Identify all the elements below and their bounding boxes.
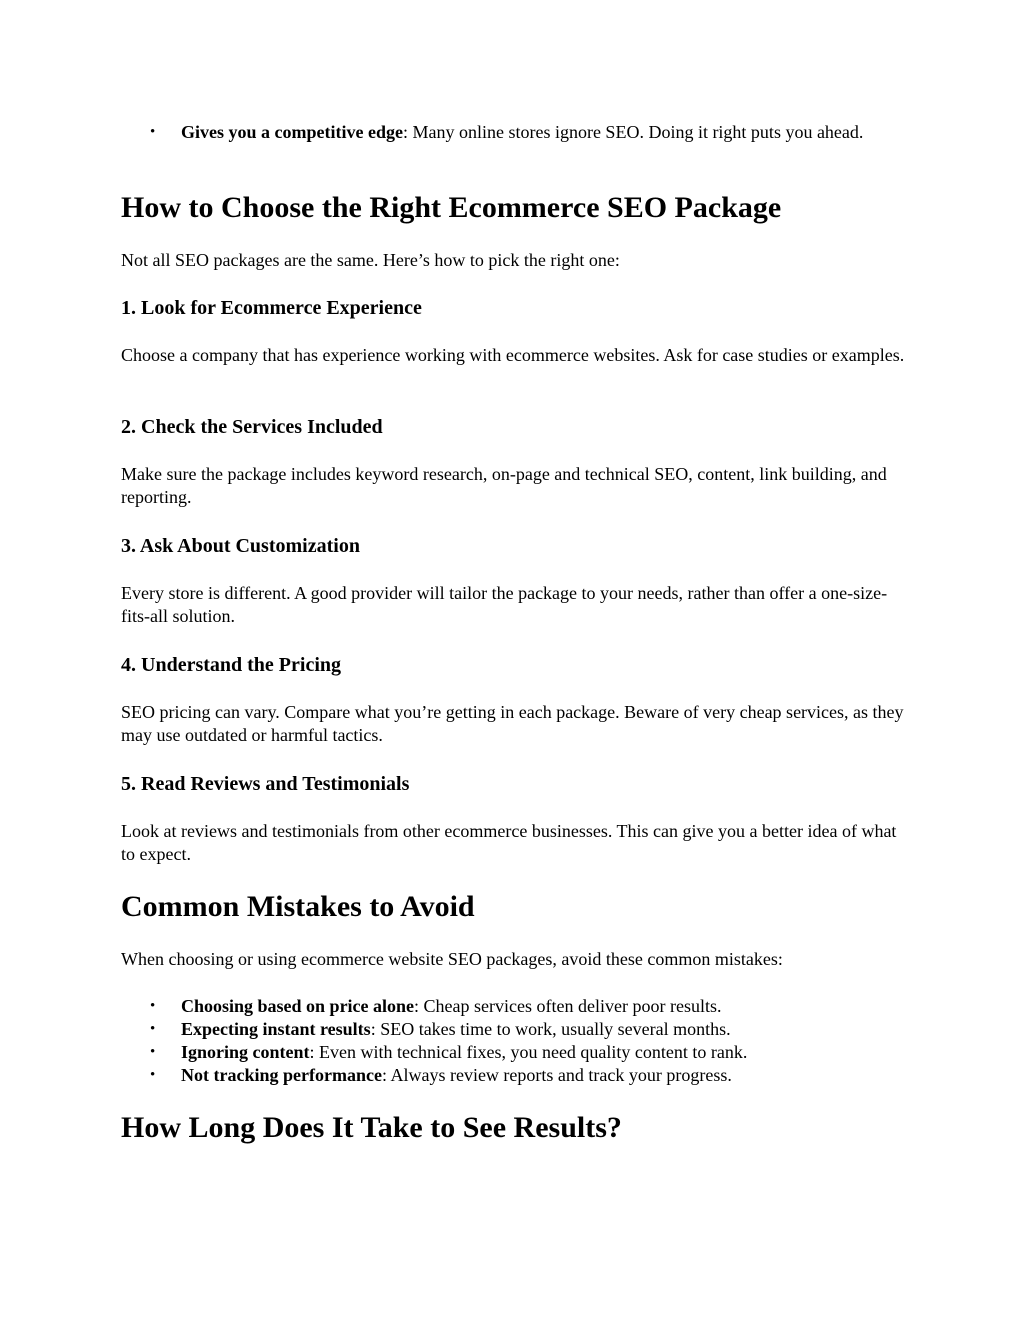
bullet-icon: • xyxy=(150,1067,156,1083)
bullet-text: : Cheap services often deliver poor results. xyxy=(414,996,722,1016)
step-title-1: 1. Look for Ecommerce Experience xyxy=(121,297,422,319)
mistakes-bullet-list xyxy=(121,995,911,1087)
step-text-2: Make sure the package includes keyword research, on-page and technical SEO, content, link building, and reporting. xyxy=(121,464,887,507)
step-text-4: SEO pricing can vary. Compare what you’re getting in each package. Beware of very cheap services, as they may use outdated or harmful tactics. xyxy=(121,702,904,745)
step-text-1: Choose a company that has experience working with ecommerce websites. Ask for case studies or examples. xyxy=(121,345,905,365)
bullet-icon: • xyxy=(150,124,156,140)
step-title-3: 3. Ask About Customization xyxy=(121,535,360,557)
step-text-5: Look at reviews and testimonials from other ecommerce businesses. This can give you a better idea of what to expect. xyxy=(121,821,897,864)
step-title-5: 5. Read Reviews and Testimonials xyxy=(121,773,410,795)
step-text-3: Every store is different. A good provider will tailor the package to your needs, rather than offer a one-size-fits-all solution. xyxy=(121,583,888,626)
list-item xyxy=(121,1064,911,1087)
bullet-text: : SEO takes time to work, usually several months. xyxy=(370,1019,731,1039)
step-title-2: 2. Check the Services Included xyxy=(121,416,383,438)
list-item xyxy=(121,1018,911,1041)
list-item xyxy=(121,1041,911,1064)
intro-bullet-list xyxy=(121,121,911,144)
heading-common-mistakes: Common Mistakes to Avoid xyxy=(121,890,475,923)
bullet-icon: • xyxy=(150,1021,156,1037)
heading-how-long-results: How Long Does It Take to See Results? xyxy=(121,1111,622,1144)
bullet-term: Expecting instant results xyxy=(181,1019,371,1039)
heading-choose-package: How to Choose the Right Ecommerce SEO Package xyxy=(121,191,782,224)
bullet-term: Gives you a competitive edge xyxy=(181,122,403,142)
paragraph-mistakes-intro: When choosing or using ecommerce website SEO packages, avoid these common mistakes: xyxy=(121,949,783,969)
list-item xyxy=(121,121,911,144)
bullet-icon: • xyxy=(150,1044,156,1060)
bullet-icon: • xyxy=(150,998,156,1014)
bullet-text: : Always review reports and track your progress. xyxy=(381,1065,732,1085)
step-title-4: 4. Understand the Pricing xyxy=(121,654,341,676)
bullet-term: Choosing based on price alone xyxy=(181,996,415,1016)
bullet-text: : Even with technical fixes, you need quality content to rank. xyxy=(309,1042,748,1062)
bullet-text: : Many online stores ignore SEO. Doing it right puts you ahead. xyxy=(402,122,864,142)
bullet-term: Ignoring content xyxy=(181,1042,310,1062)
list-item xyxy=(121,995,911,1018)
paragraph-choose-intro: Not all SEO packages are the same. Here’s how to pick the right one: xyxy=(121,250,620,270)
bullet-term: Not tracking performance xyxy=(181,1065,382,1085)
